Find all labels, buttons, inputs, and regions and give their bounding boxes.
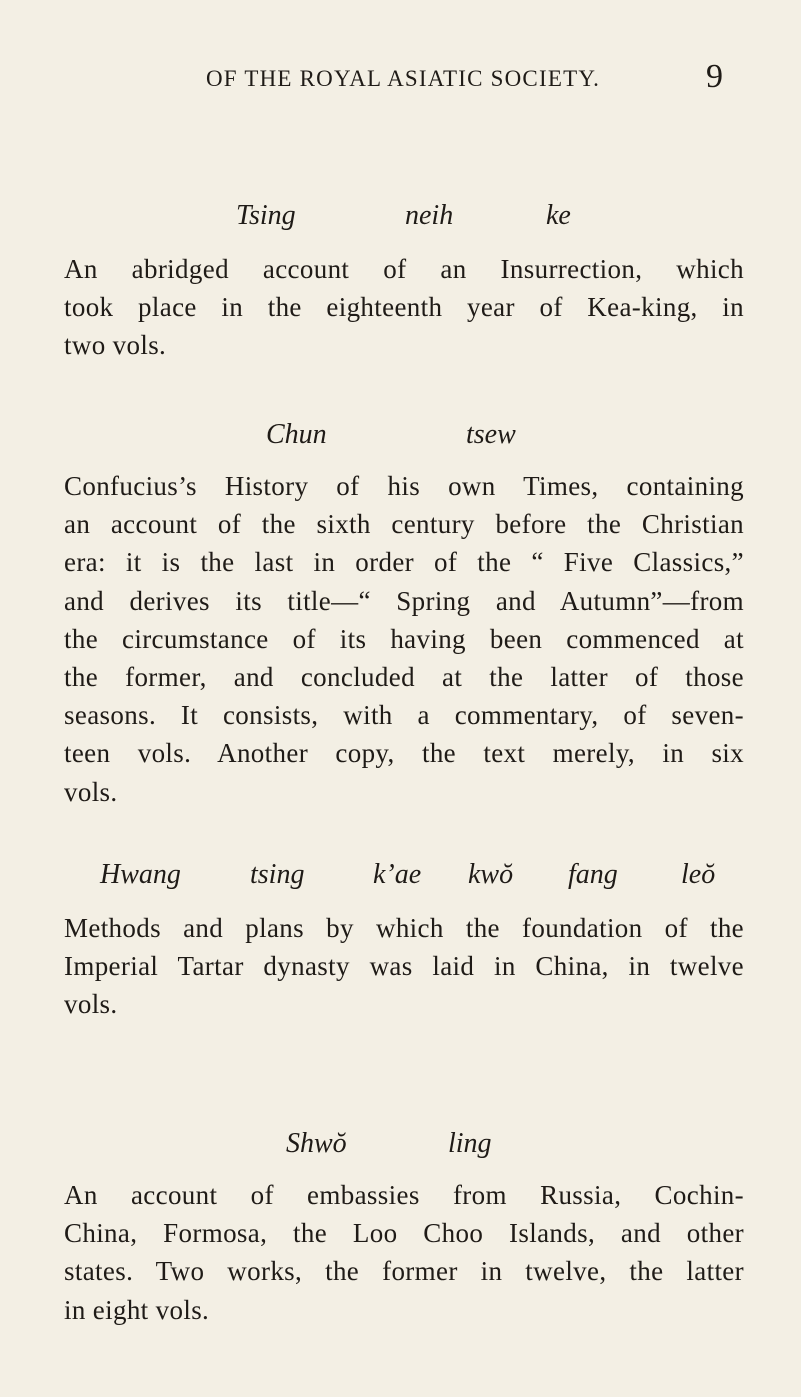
- text-line: An account of embassies from Russia, Cochin-: [64, 1180, 744, 1210]
- text-line: teen vols. Another copy, the text merely, in six: [64, 738, 744, 769]
- page-number: 9: [706, 58, 723, 95]
- text-line: China, Formosa, the Loo Choo Islands, and other: [64, 1218, 744, 1249]
- text-line: took place in the eighteenth year of Kea-king, in: [64, 292, 744, 323]
- text-line: in eight vols.: [64, 1294, 210, 1325]
- text-line: two vols.: [64, 330, 167, 361]
- title-word: Hwang: [100, 859, 181, 890]
- title-word: Chun: [266, 419, 327, 450]
- text-line: and derives its title—“ Spring and Autumn”—from: [64, 585, 744, 616]
- title-word: ling: [448, 1128, 492, 1159]
- text-line: vols.: [64, 989, 118, 1020]
- entry-title: [0, 419, 801, 459]
- entry-description: [64, 250, 744, 365]
- text-line: the former, and concluded at the latter of those: [64, 662, 744, 693]
- title-word: leŏ: [681, 859, 716, 890]
- title-word: neih: [405, 200, 454, 231]
- entry-description: [64, 1176, 744, 1329]
- title-word: Tsing: [236, 200, 296, 231]
- entry-description: [64, 467, 744, 811]
- entry-description: [64, 909, 744, 1024]
- title-word: tsing: [250, 859, 305, 890]
- text-line: Methods and plans by which the foundation of the: [64, 913, 744, 943]
- title-word: k’ae: [373, 859, 422, 890]
- entry-title: [0, 200, 801, 240]
- page-header: [0, 58, 801, 102]
- title-word: kwŏ: [468, 859, 514, 890]
- title-word: fang: [568, 859, 618, 890]
- entry-title: [0, 859, 801, 899]
- title-word: Shwŏ: [286, 1128, 347, 1159]
- entry-title: [0, 1128, 801, 1168]
- title-word: ke: [546, 200, 571, 231]
- text-line: Imperial Tartar dynasty was laid in China, in twelve: [64, 951, 744, 982]
- text-line: era: it is the last in order of the “ Five Classics,”: [64, 547, 744, 578]
- running-head: OF THE ROYAL ASIATIC SOCIETY.: [206, 66, 601, 91]
- text-line: Confucius’s History of his own Times, containing: [64, 471, 744, 501]
- text-line: states. Two works, the former in twelve, the latter: [64, 1256, 744, 1287]
- text-line: An abridged account of an Insurrection, which: [64, 254, 744, 284]
- text-line: the circumstance of its having been commenced at: [64, 623, 744, 654]
- text-line: an account of the sixth century before the Christian: [64, 509, 744, 540]
- title-word: tsew: [466, 419, 516, 450]
- text-line: vols.: [64, 776, 118, 807]
- text-line: seasons. It consists, with a commentary, of seven-: [64, 700, 744, 731]
